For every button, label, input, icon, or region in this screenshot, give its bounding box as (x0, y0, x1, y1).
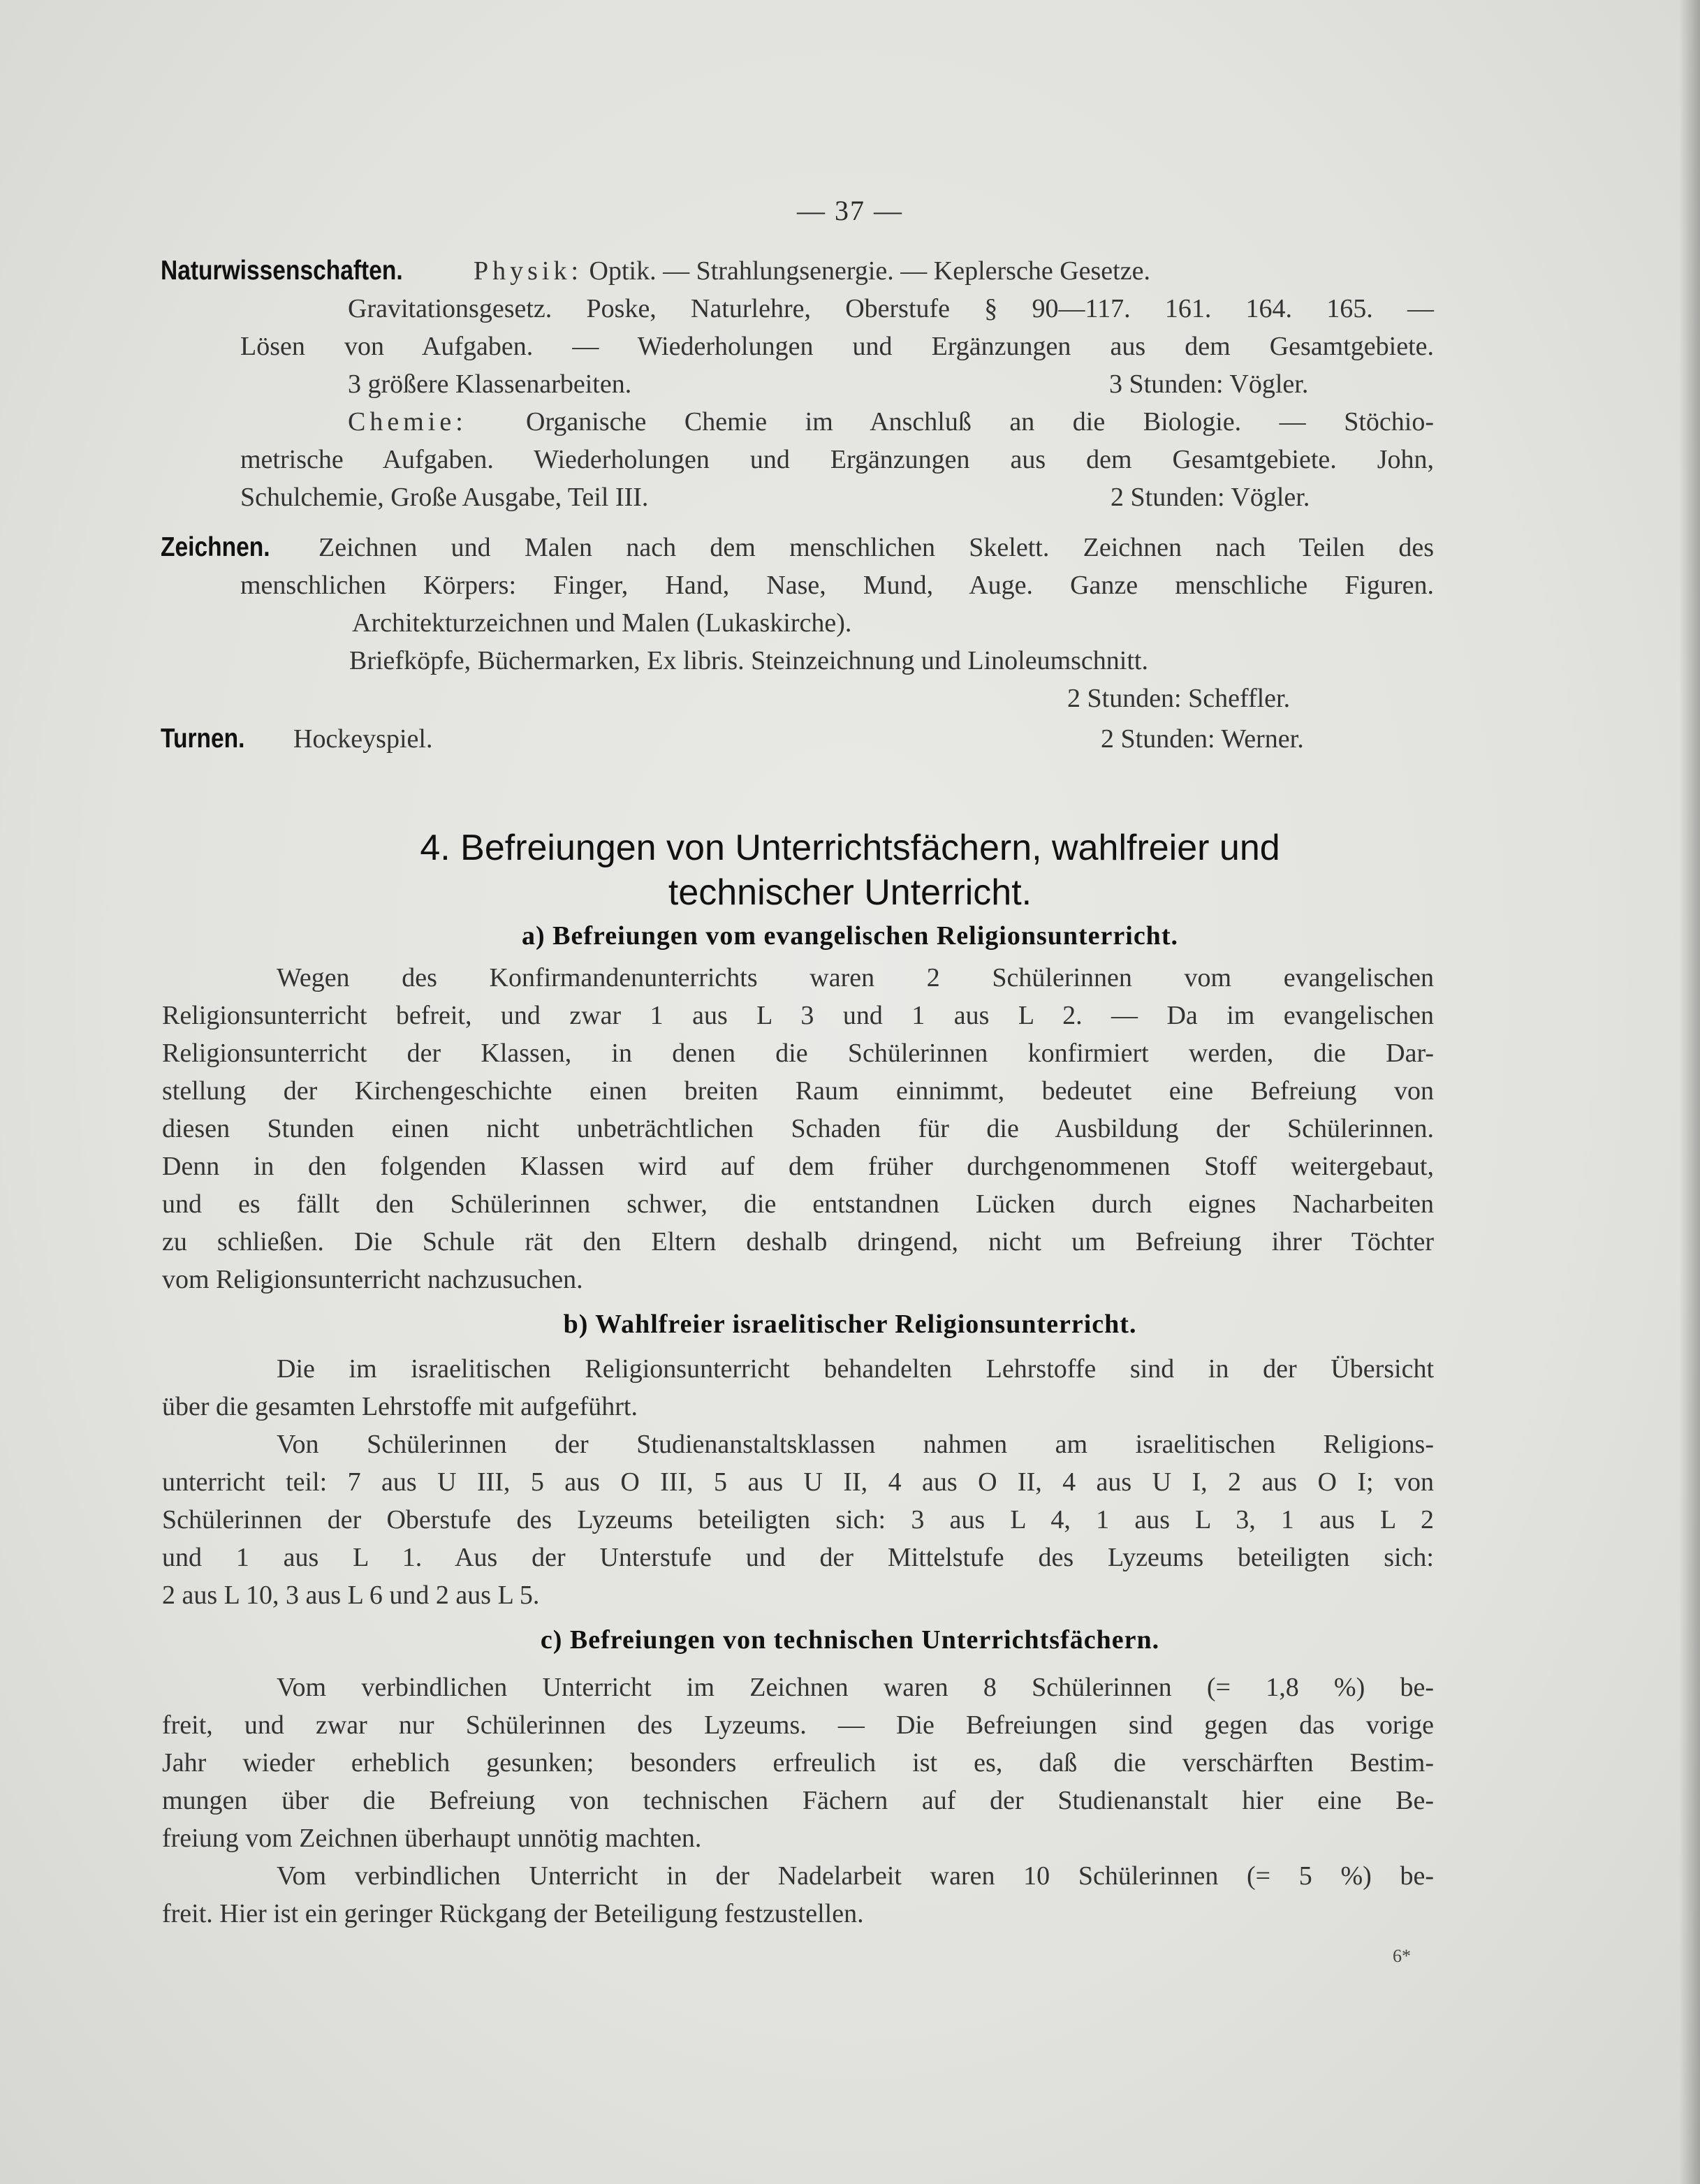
turnen-label: Turnen. (161, 724, 245, 754)
section-c-line-5: freiung vom Zeichnen überhaupt unnötig machten. (162, 1824, 702, 1853)
section-c-heading: c) Befreiungen von technischen Unterrichtsfächern. (540, 1625, 1160, 1655)
physik-label: Physik: (474, 256, 583, 286)
section-c-line-3: Jahr wieder erheblich gesunken; besonders erfreulich ist es, daß die verschärften Bestim- (162, 1748, 1434, 1778)
zeichnen-label: Zeichnen. (161, 532, 270, 562)
section-b-heading: b) Wahlfreier israelitischer Religionsunterricht. (563, 1310, 1137, 1339)
naturwissenschaften-line-3: Lösen von Aufgaben. — Wiederholungen und Ergänzungen aus dem Gesamtgebiete. (240, 332, 1434, 361)
naturwissenschaften-line-1 (161, 253, 442, 289)
zeichnen-line-4: Briefköpfe, Büchermarken, Ex libris. Steinzeichnung und Linoleumschnitt. (349, 646, 1148, 675)
chemie-hours: 2 Stunden: Vögler. (1111, 483, 1310, 512)
zeichnen-line-1 (161, 529, 288, 566)
printer-signature: 6* (1393, 1946, 1411, 1966)
section-b-line-5: Schülerinnen der Oberstufe des Lyzeums beteiligten sich: 3 aus L 4, 1 aus L 3, 1 aus L 2 (162, 1505, 1434, 1534)
section-a-line-6: Denn in den folgenden Klassen wird auf dem früher durchgenommenen Stoff weitergebaut, (162, 1152, 1434, 1181)
section-b-line-7: 2 aus L 10, 3 aus L 6 und 2 aus L 5. (162, 1581, 540, 1610)
section-b-line-1: Die im israelitischen Religionsunterricht behandelten Lehrstoffe sind in der Übersicht (277, 1354, 1434, 1384)
chemie-line (348, 404, 1434, 440)
zeichnen-line-3: Architekturzeichnen und Malen (Lukaskirche). (352, 608, 852, 638)
section-b-line-4: unterricht teil: 7 aus U III, 5 aus O III, 5 aus U II, 4 aus O II, 4 aus U I, 2 aus O I; von (162, 1467, 1434, 1497)
chemie-label: Chemie: (348, 407, 467, 437)
section-b-line-3: Von Schülerinnen der Studienanstaltsklassen nahmen am israelitischen Religions- (277, 1430, 1434, 1459)
section-4-title-line-1: 4. Befreiungen von Unterrichtsfächern, wahlfreier und (420, 828, 1280, 868)
section-c-line-1: Vom verbindlichen Unterricht im Zeichnen waren 8 Schülerinnen (= 1,8 %) be- (277, 1673, 1434, 1702)
section-a-line-3: Religionsunterricht der Klassen, in denen die Schülerinnen konfirmiert werden, die Dar- (162, 1039, 1434, 1068)
page-number: — 37 — (797, 195, 903, 226)
section-a-line-7: und es fällt den Schülerinnen schwer, die entstandnen Lücken durch eignes Nacharbeiten (162, 1189, 1434, 1219)
section-c-line-4: mungen über die Befreiung von technischen Fächern auf der Studienanstalt hier eine Be- (162, 1786, 1434, 1815)
section-a-line-5: diesen Stunden einen nicht unbeträchtlichen Schaden für die Ausbildung der Schülerinnen. (162, 1114, 1434, 1143)
section-c-line-6: Vom verbindlichen Unterricht in der Nadelarbeit waren 10 Schülerinnen (= 5 %) be- (277, 1861, 1434, 1891)
naturwissenschaften-line-6: metrische Aufgaben. Wiederholungen und Ergänzungen aus dem Gesamtgebiete. John, (240, 445, 1434, 474)
turnen-hours: 2 Stunden: Werner. (1101, 724, 1304, 754)
turnen-text: Hockeyspiel. (293, 724, 433, 754)
section-a-line-9: vom Religionsunterricht nachzusuchen. (162, 1265, 583, 1294)
physik-hours: 3 Stunden: Vögler. (1109, 369, 1309, 399)
section-a-line-8: zu schließen. Die Schule rät den Eltern deshalb dringend, nicht um Befreiung ihrer Töchter (162, 1227, 1434, 1256)
naturwissenschaften-line-4-left: 3 größere Klassenarbeiten. (348, 369, 632, 399)
naturwissenschaften-line-7-left: Schulchemie, Große Ausgabe, Teil III. (240, 483, 649, 512)
chemie-text: Organische Chemie im Anschluß an die Biologie. — Stöchio- (526, 407, 1434, 437)
section-4-title-line-2: technischer Unterricht. (668, 872, 1032, 913)
section-a-line-4: stellung der Kirchengeschichte einen breiten Raum einnimmt, bedeutet eine Befreiung von (162, 1076, 1434, 1106)
section-c-line-2: freit, und zwar nur Schülerinnen des Lyzeums. — Die Befreiungen sind gegen das vorige (162, 1710, 1434, 1740)
naturwissenschaften-line-2: Gravitationsgesetz. Poske, Naturlehre, Oberstufe § 90—117. 161. 164. 165. — (348, 294, 1434, 323)
section-b-line-2: über die gesamten Lehrstoffe mit aufgeführt. (162, 1392, 638, 1421)
turnen-line (161, 721, 258, 757)
page-edge-shadow (1679, 0, 1700, 2184)
section-a-line-1: Wegen des Konfirmandenunterrichts waren 2 Schülerinnen vom evangelischen (277, 963, 1434, 992)
zeichnen-line-2: menschlichen Körpers: Finger, Hand, Nase, Mund, Auge. Ganze menschliche Figuren. (240, 571, 1434, 600)
section-b-line-6: und 1 aus L 1. Aus der Unterstufe und der Mittelstufe des Lyzeums beteiligten sich: (162, 1543, 1434, 1572)
zeichnen-text-1: Zeichnen und Malen nach dem menschlichen Skelett. Zeichnen nach Teilen des (318, 533, 1434, 562)
physik-line (474, 253, 1150, 289)
section-c-line-7: freit. Hier ist ein geringer Rückgang der Beteiligung festzustellen. (162, 1899, 864, 1928)
naturwissenschaften-label: Naturwissenschaften. (161, 256, 403, 286)
section-a-heading: a) Befreiungen vom evangelischen Religionsunterricht. (522, 921, 1178, 951)
section-a-line-2: Religionsunterricht befreit, und zwar 1 aus L 3 und 1 aus L 2. — Da im evangelischen (162, 1001, 1434, 1030)
physik-text: Optik. — Strahlungsenergie. — Keplersche Gesetze. (589, 256, 1150, 286)
zeichnen-hours: 2 Stunden: Scheffler. (1067, 684, 1291, 713)
